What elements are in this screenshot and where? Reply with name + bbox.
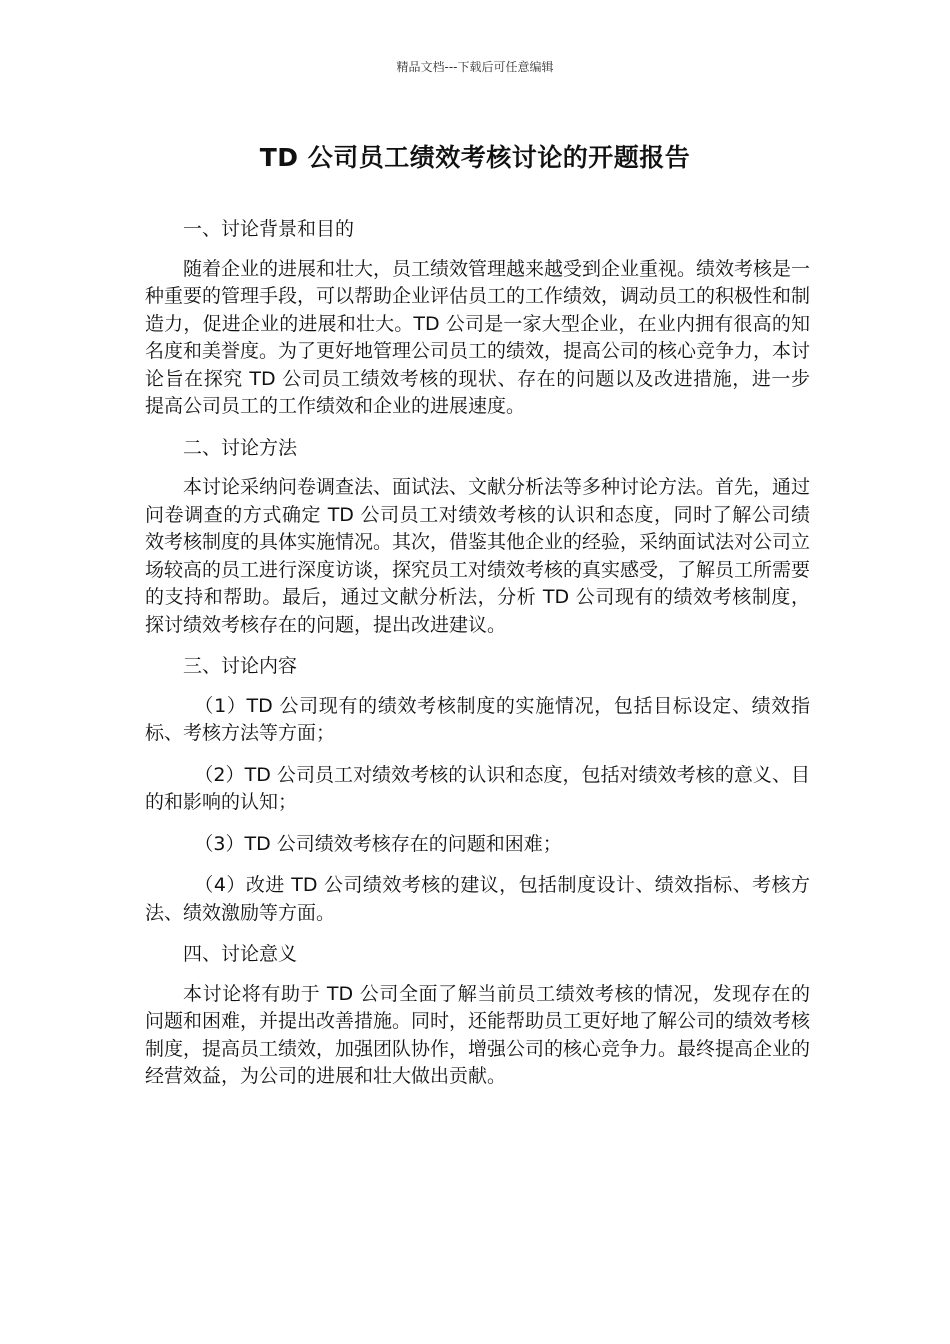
list-item-content-1: （1）TD 公司现有的绩效考核制度的实施情况，包括目标设定、绩效指标、考核方法等方面； (145, 694, 810, 744)
list-item-content-4: （4）改进 TD 公司绩效考核的建议，包括制度设计、绩效指标、考核方法、绩效激励等方面。 (145, 874, 810, 924)
document-body (145, 216, 810, 1105)
paragraph-method: 本讨论采纳问卷调查法、面试法、文献分析法等多种讨论方法。首先，通过问卷调查的方式确定 TD 公司员工对绩效考核的认识和态度，同时了解公司绩效考核制度的具体实施情况。其次，借鉴其他企业的经验，采纳面试法对公司立场较高的员工进行深度访谈，探究员工对绩效考核的真实感受，了解员工所需要的支持和帮助。最后，通过文献分析法，分析 TD 公司现有的绩效考核制度，探讨绩效考核存在的问题，提出改进建议。 (145, 476, 811, 636)
document-title: TD 公司员工绩效考核讨论的开题报告 (259, 143, 691, 172)
section-heading-method: 二、讨论方法 (183, 436, 298, 459)
section-heading-significance: 四、讨论意义 (183, 943, 298, 965)
section-heading-background: 一、讨论背景和目的 (183, 218, 355, 240)
list-item-content-3: （3）TD 公司绩效考核存在的问题和困难； (194, 832, 562, 855)
section-heading-content: 三、讨论内容 (183, 655, 298, 677)
list-item-content-2: （2）TD 公司员工对绩效考核的认识和态度，包括对绩效考核的意义、目的和影响的认知； (145, 763, 810, 813)
page-header: 精品文档---下载后可任意编辑 (396, 60, 554, 74)
paragraph-significance: 本讨论将有助于 TD 公司全面了解当前员工绩效考核的情况，发现存在的问题和困难，并提出改善措施。同时，还能帮助员工更好地了解公司的绩效考核制度，提高员工绩效，加强团队协作，增强公司的核心竞争力。最终提高企业的经营效益，为公司的进展和壮大做出贡献。 (145, 982, 811, 1087)
paragraph-background: 随着企业的进展和壮大，员工绩效管理越来越受到企业重视。绩效考核是一种重要的管理手段，可以帮助企业评估员工的工作绩效，调动员工的积极性和制造力，促进企业的进展和壮大。TD 公司是一家大型企业，在业内拥有很高的知名度和美誉度。为了更好地管理公司员工的绩效，提高公司的核心竞争力，本讨论旨在探究 TD 公司员工绩效考核的现状、存在的问题以及改进措施，进一步提高公司员工的工作绩效和企业的进展速度。 (145, 257, 811, 417)
